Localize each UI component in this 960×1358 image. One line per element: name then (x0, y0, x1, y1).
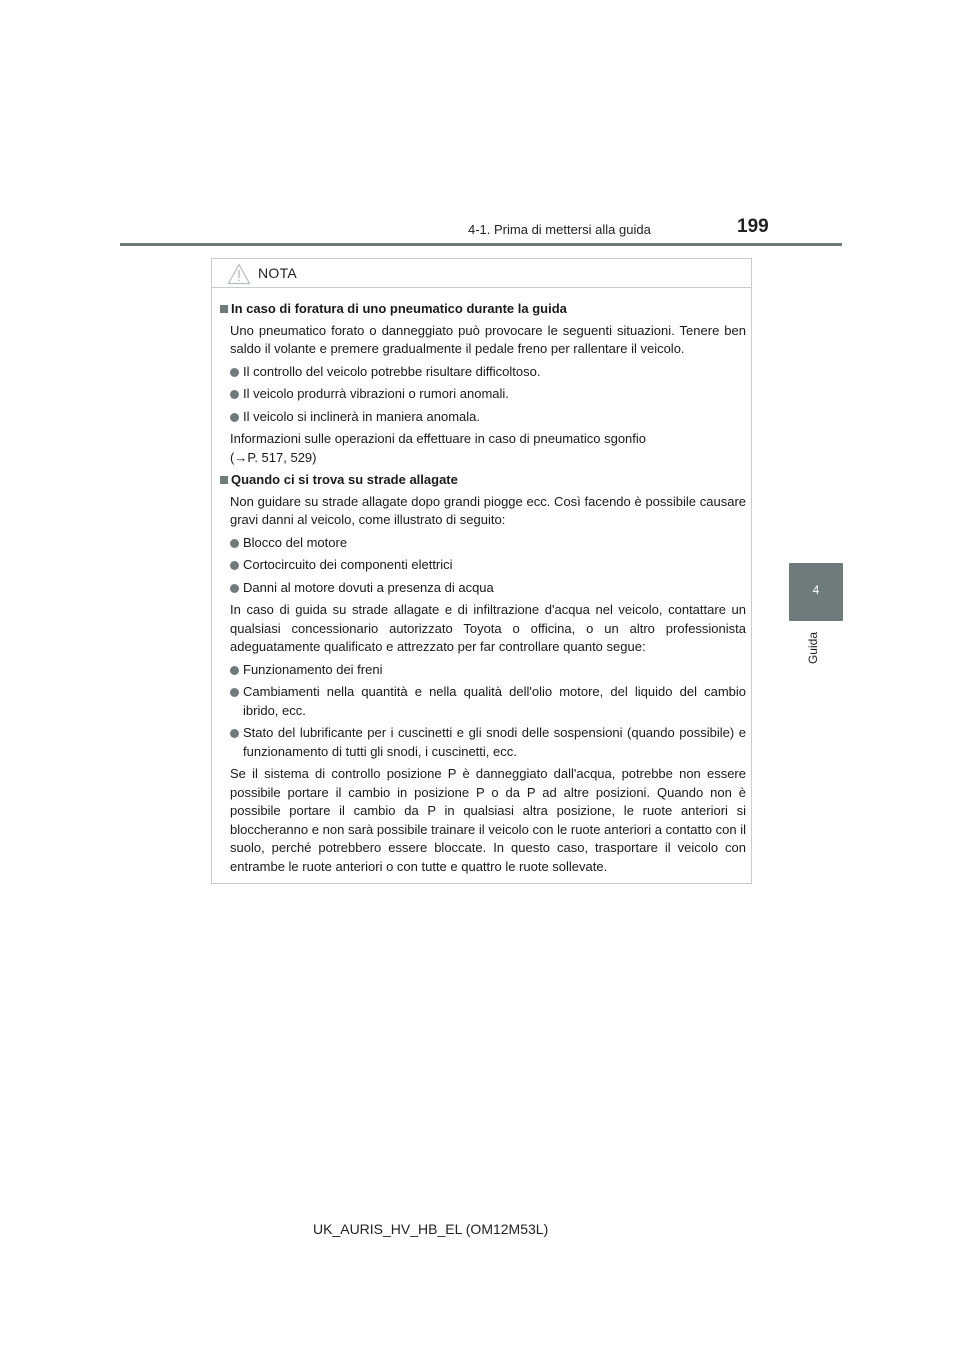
list-item-text: Il veicolo produrrà vibrazioni o rumori anomali. (243, 386, 509, 401)
document-code: UK_AURIS_HV_HB_EL (OM12M53L) (313, 1221, 549, 1237)
page-reference: (→P. 517, 529) (230, 449, 317, 465)
round-bullet-icon (230, 390, 239, 399)
paragraph: In caso di guida su strade allagate e di infiltrazione d'acqua nel veicolo, contattare un qualsiasi concessionario autorizzato Toyota o officina, o un altro professionista adeguatamente qualificato e attrezzato per far controllare quanto segue: (230, 602, 746, 654)
note-header (212, 259, 751, 288)
list-item-text: Cortocircuito dei componenti elettrici (243, 557, 453, 572)
round-bullet-icon (230, 539, 239, 548)
square-bullet-icon (220, 305, 228, 313)
round-bullet-icon (230, 561, 239, 570)
page-number: 199 (737, 216, 769, 237)
round-bullet-icon (230, 666, 239, 675)
paragraph (230, 430, 746, 467)
chapter-tab-number: 4 (812, 583, 820, 597)
list-item (219, 385, 746, 404)
list-item (219, 579, 746, 598)
note-box (211, 258, 752, 884)
paragraph: Se il sistema di controllo posizione P è danneggiato dall'acqua, potrebbe non essere possibile portare il cambio in posizione P o da P ad altre posizioni. Quando non è possibile portare il cambio da P in qualsiasi altra posizione, le ruote anteriori si bloccheranno e non sarà possibile trainare il veicolo con le ruote anteriori a contatto con il suolo, perché potrebbero essere bloccate. In questo caso, trasportare il veicolo con entrambe le ruote anteriori o con tutte e quattro le ruote sollevate. (230, 766, 746, 874)
header-section-title: 4-1. Prima di mettersi alla guida (468, 222, 651, 237)
paragraph: Uno pneumatico forato o danneggiato può provocare le seguenti situazioni. Tenere ben saldo il volante e premere gradualmente il pedale freno per rallentare il veicolo. (230, 322, 746, 356)
round-bullet-icon (230, 584, 239, 593)
round-bullet-icon (230, 368, 239, 377)
warning-triangle-icon (227, 263, 251, 285)
round-bullet-icon (230, 688, 239, 697)
list-item (219, 534, 746, 553)
round-bullet-icon (230, 413, 239, 422)
chapter-tab-label: Guida (806, 632, 820, 665)
paragraph: Non guidare su strade allagate dopo grandi piogge ecc. Così facendo è possibile causare gravi danni al veicolo, come illustrato di seguito: (230, 493, 746, 527)
round-bullet-icon (230, 729, 239, 738)
list-item-text: Cambiamenti nella quantità e nella qualità dell'olio motore, del liquido del cambio ibrido, ecc. (243, 684, 746, 718)
note-body (219, 300, 746, 880)
section-title (219, 300, 746, 319)
list-item-text: Danni al motore dovuti a presenza di acqua (243, 579, 494, 595)
list-item-text: Blocco del motore (243, 534, 348, 550)
list-item (219, 683, 746, 720)
section-title-text: Quando ci si trova su strade allagate (231, 472, 458, 487)
square-bullet-icon (220, 476, 228, 484)
list-item-text: Il controllo del veicolo potrebbe risultare difficoltoso. (243, 363, 541, 379)
list-item-text: Funzionamento dei freni (243, 661, 383, 677)
section-title-text: In caso di foratura di uno pneumatico durante la guida (231, 301, 567, 316)
note-title: NOTA (258, 265, 298, 281)
header-divider (120, 243, 842, 246)
section-title (219, 471, 746, 490)
list-item-text: Il veicolo si inclinerà in maniera anomala. (243, 408, 481, 424)
list-item (219, 408, 746, 427)
list-item (219, 661, 746, 680)
paragraph-line: Informazioni sulle operazioni da effettuare in caso di pneumatico sgonfio (230, 431, 647, 446)
list-item (219, 363, 746, 382)
list-item (219, 556, 746, 575)
list-item (219, 724, 746, 761)
chapter-tab (789, 563, 843, 621)
list-item-text: Stato del lubrificante per i cuscinetti e gli snodi delle sospensioni (quando possibile) e funzionamento di tutti gli snodi, i cuscinetti, ecc. (243, 725, 746, 759)
